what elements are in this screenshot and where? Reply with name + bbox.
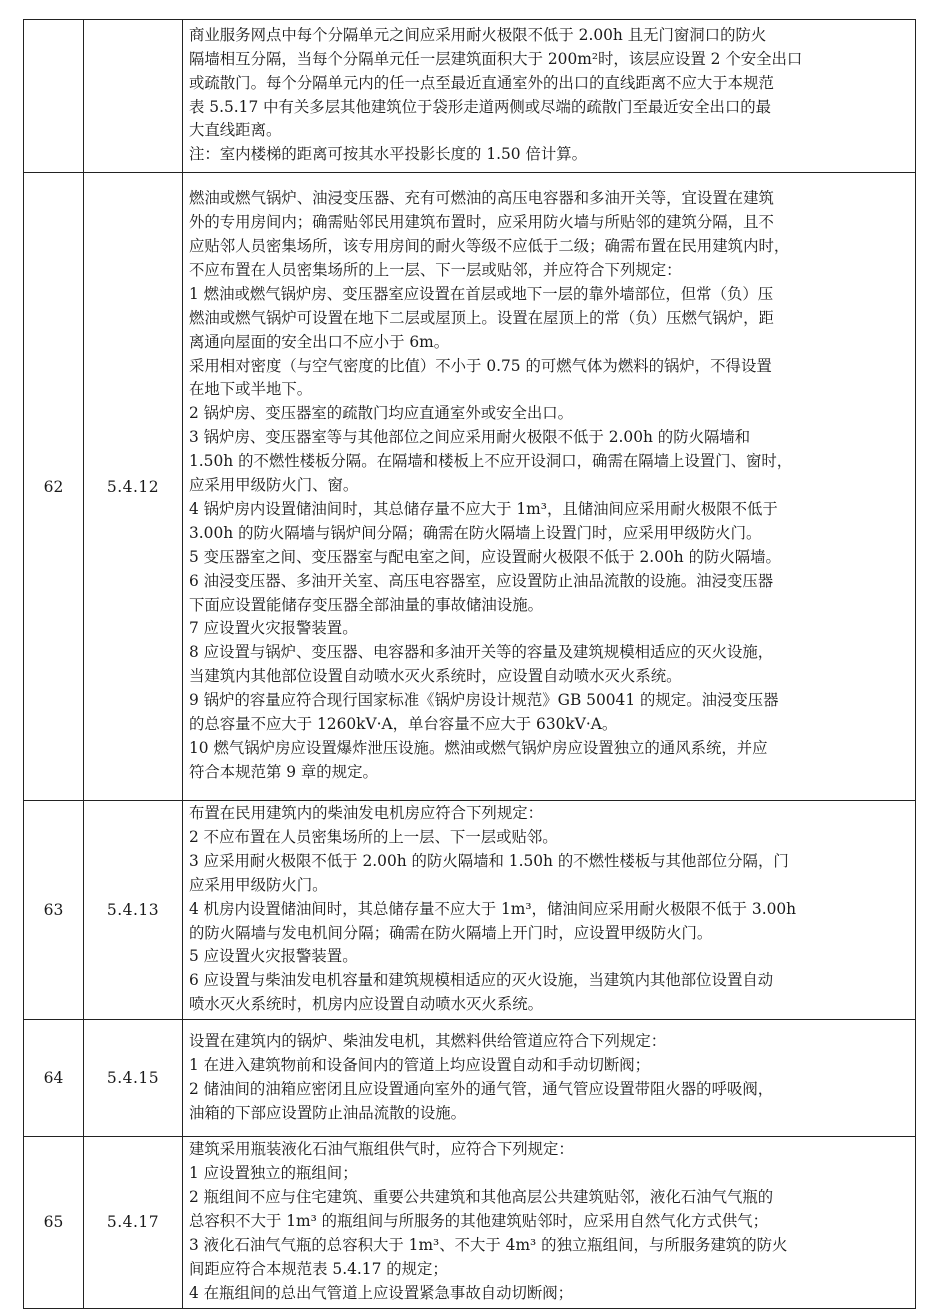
row-number: 63	[24, 801, 84, 1020]
text-line: 注：室内楼梯的距离可按其水平投影长度的 1.50 倍计算。	[189, 145, 588, 164]
text-line: 3 锅炉房、变压器室等与其他部位之间应采用耐火极限不低于 2.00h 的防火隔墙和	[189, 428, 751, 447]
text-line: 3 应采用耐火极限不低于 2.00h 的防火隔墙和 1.50h 的不燃性楼板与其他部位分隔，门	[189, 851, 789, 870]
text-line: 应贴邻人员密集场所，该专用房间的耐火等级不应低于二级；确需布置在民用建筑内时，	[189, 236, 790, 255]
clause-number: 5.4.12	[84, 173, 183, 801]
text-line: 的总容量不应大于 1260kV·A，单台容量不应大于 630kV·A。	[189, 715, 618, 734]
row-number: 65	[24, 1137, 84, 1308]
text-line: 符合本规范第 9 章的规定。	[189, 762, 378, 781]
text-line: 应采用甲级防火门。	[189, 875, 328, 894]
clause-number: 5.4.15	[84, 1020, 183, 1137]
text-line: 大直线距离。	[189, 121, 282, 140]
clause-text	[183, 1020, 916, 1137]
clause-text	[183, 20, 916, 173]
text-line: 5 变压器室之间、变压器室与配电室之间，应设置耐火极限不低于 2.00h 的防火隔墙。	[189, 547, 781, 566]
text-line: 油箱的下部应设置防止油品流散的设施。	[189, 1103, 467, 1122]
text-line: 离通向屋面的安全出口不应小于 6m。	[189, 332, 450, 351]
text-line: 燃油或燃气锅炉可设置在地下二层或屋顶上。设置在屋顶上的常（负）压燃气锅炉，距	[189, 308, 774, 327]
text-line: 6 应设置与柴油发电机容量和建筑规模相适应的灭火设施，当建筑内其他部位设置自动	[189, 971, 774, 990]
text-line: 表 5.5.17 中有关多层其他建筑位于袋形走道两侧或尽端的疏散门至最近安全出口的最	[189, 97, 772, 116]
regulation-document	[23, 19, 916, 1309]
clause-number	[84, 20, 183, 173]
clause-text	[183, 801, 916, 1020]
text-line: 在地下或半地下。	[189, 380, 313, 399]
text-line: 布置在民用建筑内的柴油发电机房应符合下列规定：	[189, 804, 543, 822]
text-line: 采用相对密度（与空气密度的比值）不小于 0.75 的可燃气体为燃料的锅炉，不得设置	[189, 356, 772, 375]
text-line: 间距应符合本规范表 5.4.17 的规定；	[189, 1259, 448, 1278]
text-line: 设置在建筑内的锅炉、柴油发电机，其燃料供给管道应符合下列规定：	[189, 1031, 667, 1050]
table-row	[24, 1020, 916, 1137]
text-line: 总容积不大于 1m³ 的瓶组间与所服务的其他建筑贴邻时，应采用自然气化方式供气；	[189, 1211, 769, 1230]
text-line: 8 应设置与锅炉、变压器、电容器和多油开关等的容量及建筑规模相适应的灭火设施，	[189, 643, 774, 662]
table-row	[24, 1137, 916, 1308]
text-line: 2 瓶组间不应与住宅建筑、重要公共建筑和其他高层公共建筑贴邻，液化石油气气瓶的	[189, 1187, 774, 1206]
clause-number: 5.4.17	[84, 1137, 183, 1308]
text-line: 的防火隔墙与发电机间分隔；确需在防火隔墙上开门时，应设置甲级防火门。	[189, 923, 713, 942]
text-line: 燃油或燃气锅炉、油浸变压器、充有可燃油的高压电容器和多油开关等，宜设置在建筑	[189, 189, 774, 208]
text-line: 2 锅炉房、变压器室的疏散门均应直通室外或安全出口。	[189, 404, 574, 423]
text-line: 10 燃气锅炉房应设置爆炸泄压设施。燃油或燃气锅炉房应设置独立的通风系统，并应	[189, 739, 768, 758]
text-line: 4 机房内设置储油间时，其总储存量不应大于 1m³，储油间应采用耐火极限不低于 3.00h	[189, 899, 797, 918]
text-line: 下面应设置能储存变压器全部油量的事故储油设施。	[189, 595, 543, 614]
text-line: 不应布置在人员密集场所的上一层、下一层或贴邻，并应符合下列规定：	[189, 260, 682, 279]
clause-text	[183, 1137, 916, 1308]
text-line: 3.00h 的防火隔墙与锅炉间分隔；确需在防火隔墙上设置门时，应采用甲级防火门。	[189, 523, 762, 542]
text-line: 4 锅炉房内设置储油间时，其总储存量不应大于 1m³，且储油间应采用耐火极限不低于	[189, 499, 778, 518]
text-line: 喷水灭火系统时，机房内应设置自动喷水灭火系统。	[189, 995, 543, 1014]
clause-number: 5.4.13	[84, 801, 183, 1020]
text-line: 隔墙相互分隔，当每个分隔单元任一层建筑面积大于 200m²时，该层应设置 2 个安全出口	[189, 49, 803, 68]
table-row	[24, 801, 916, 1020]
row-number: 62	[24, 173, 84, 801]
text-line: 2 储油间的油箱应密闭且应设置通向室外的通气管，通气管应设置带阻火器的呼吸阀，	[189, 1079, 774, 1098]
text-line: 应采用甲级防火门、窗。	[189, 476, 359, 495]
clause-text	[183, 173, 916, 801]
row-number: 64	[24, 1020, 84, 1137]
text-line: 或疏散门。每个分隔单元内的任一点至最近直通室外的出口的直线距离不应大于本规范	[189, 73, 774, 92]
text-line: 1 应设置独立的瓶组间；	[189, 1164, 358, 1183]
text-line: 1 燃油或燃气锅炉房、变压器室应设置在首层或地下一层的靠外墙部位，但常（负）压	[189, 284, 774, 303]
text-line: 6 油浸变压器、多油开关室、高压电容器室，应设置防止油品流散的设施。油浸变压器	[189, 571, 774, 590]
table-row	[24, 173, 916, 801]
row-number	[24, 20, 84, 173]
text-line: 1.50h 的不燃性楼板分隔。在隔墙和楼板上不应开设洞口，确需在隔墙上设置门、窗时，	[189, 452, 793, 471]
text-line: 商业服务网点中每个分隔单元之间应采用耐火极限不低于 2.00h 且无门窗洞口的防火	[189, 25, 767, 44]
text-line: 建筑采用瓶装液化石油气瓶组供气时，应符合下列规定：	[189, 1140, 574, 1159]
text-line: 当建筑内其他部位设置自动喷水灭火系统时，应设置自动喷水灭火系统。	[189, 667, 682, 686]
text-line: 4 在瓶组间的总出气管道上应设置紧急事故自动切断阀；	[189, 1283, 574, 1302]
text-line: 7 应设置火灾报警装置。	[189, 619, 358, 638]
text-line: 1 在进入建筑物前和设备间内的管道上均应设置自动和手动切断阀；	[189, 1055, 651, 1074]
table-row	[24, 20, 916, 173]
text-line: 3 液化石油气气瓶的总容积大于 1m³、不大于 4m³ 的独立瓶组间，与所服务建筑的防火	[189, 1235, 788, 1254]
text-line: 2 不应布置在人员密集场所的上一层、下一层或贴邻。	[189, 827, 558, 846]
text-line: 5 应设置火灾报警装置。	[189, 947, 358, 966]
text-line: 外的专用房间内；确需贴邻民用建筑布置时，应采用防火墙与所贴邻的建筑分隔，且不	[189, 213, 774, 232]
text-line: 9 锅炉的容量应符合现行国家标准《锅炉房设计规范》GB 50041 的规定。油浸变压器	[189, 691, 779, 710]
regulation-table	[23, 19, 916, 1309]
